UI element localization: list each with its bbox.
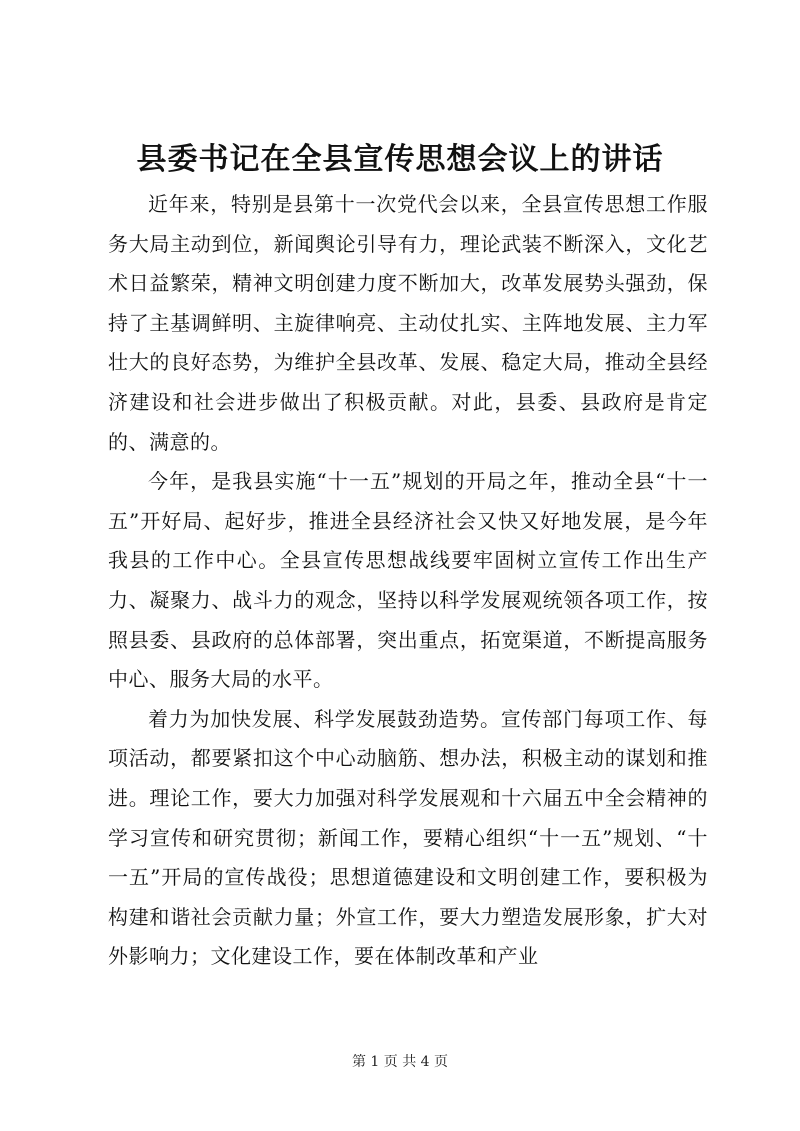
page-number-footer: 第 1 页 共 4 页: [351, 1054, 449, 1070]
paragraph-2: 今年，是我县实施“十一五”规划的开局之年，推动全县“十一五”开好局、起好步，推进全县经济社会又快又好地发展，是今年我县的工作中心。全县宣传思想战线要牢固树立宣传工作出生产力、凝聚力、战斗力的观念，坚持以科学发展观统领各项工作，按照县委、县政府的总体部署，突出重点，拓宽渠道，不断提高服务中心、服务大局的水平。: [108, 469, 708, 692]
document-body: [108, 185, 708, 977]
paragraph-3: 着力为加快发展、科学发展鼓劲造势。宣传部门每项工作、每项活动，都要紧扣这个中心动脑筋、想办法，积极主动的谋划和推进。理论工作，要大力加强对科学发展观和十六届五中全会精神的学习宣传和研究贯彻；新闻工作，要精心组织“十一五”规划、“十一五”开局的宣传战役；思想道德建设和文明创建工作，要积极为构建和谐社会贡献力量；外宣工作，要大力塑造发展形象，扩大对外影响力；文化建设工作，要在体制改革和产业: [108, 706, 708, 969]
document-title: 县委书记在全县宣传思想会议上的讲话: [136, 142, 664, 177]
paragraph-1: 近年来，特别是县第十一次党代会以来，全县宣传思想工作服务大局主动到位，新闻舆论引导有力，理论武装不断深入，文化艺术日益繁荣，精神文明创建力度不断加大，改革发展势头强劲，保持了主基调鲜明、主旋律响亮、主动仗扎实、主阵地发展、主力军壮大的良好态势，为维护全县改革、发展、稳定大局，推动全县经济建设和社会进步做出了积极贡献。对此，县委、县政府是肯定的、满意的。: [108, 192, 708, 454]
